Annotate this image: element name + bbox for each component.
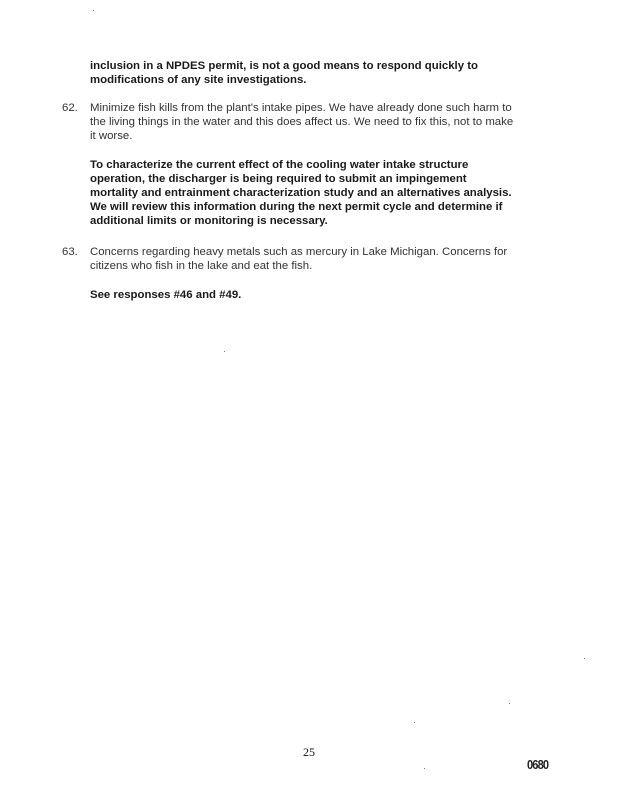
response-line: We will review this information during the next permit cycle and determine if bbox=[90, 201, 503, 213]
page-number: 25 bbox=[303, 745, 315, 759]
comment-line: Concerns regarding heavy metals such as mercury in Lake Michigan. Concerns for bbox=[90, 246, 508, 258]
continued-response-line: inclusion in a NPDES permit, is not a good means to respond quickly to bbox=[90, 60, 478, 72]
comment-63 bbox=[62, 245, 545, 273]
scan-speck bbox=[424, 768, 425, 769]
continued-response bbox=[90, 59, 545, 87]
response-line: To characterize the current effect of the cooling water intake structure bbox=[90, 159, 469, 171]
scan-speck bbox=[414, 722, 415, 723]
response-line: operation, the discharger is being required to submit an impingement bbox=[90, 173, 467, 185]
scan-speck bbox=[224, 351, 225, 352]
comment-text bbox=[90, 245, 545, 273]
comment-line: it worse. bbox=[90, 130, 133, 142]
scan-speck bbox=[509, 703, 510, 704]
item-number: 63. bbox=[62, 246, 78, 258]
scan-speck bbox=[93, 10, 94, 11]
response-line: mortality and entrainment characterization study and an alternatives analysis. bbox=[90, 187, 512, 199]
continued-response-line: modifications of any site investigations. bbox=[90, 74, 307, 86]
response-line: See responses #46 and #49. bbox=[90, 289, 242, 301]
comment-line: Minimize fish kills from the plant's intake pipes. We have already done such harm to bbox=[90, 102, 512, 114]
scan-speck bbox=[584, 658, 585, 659]
comment-62 bbox=[62, 101, 545, 143]
response-63 bbox=[90, 288, 545, 302]
comment-line: the living things in the water and this does affect us. We need to fix this, not to make bbox=[90, 116, 514, 128]
item-number: 62. bbox=[62, 102, 78, 114]
comment-line: citizens who fish in the lake and eat the fish. bbox=[90, 260, 313, 272]
response-line: additional limits or monitoring is necessary. bbox=[90, 215, 328, 227]
comment-text bbox=[90, 101, 545, 143]
response-62 bbox=[90, 158, 545, 228]
document-stamp: 0680 bbox=[527, 757, 549, 772]
